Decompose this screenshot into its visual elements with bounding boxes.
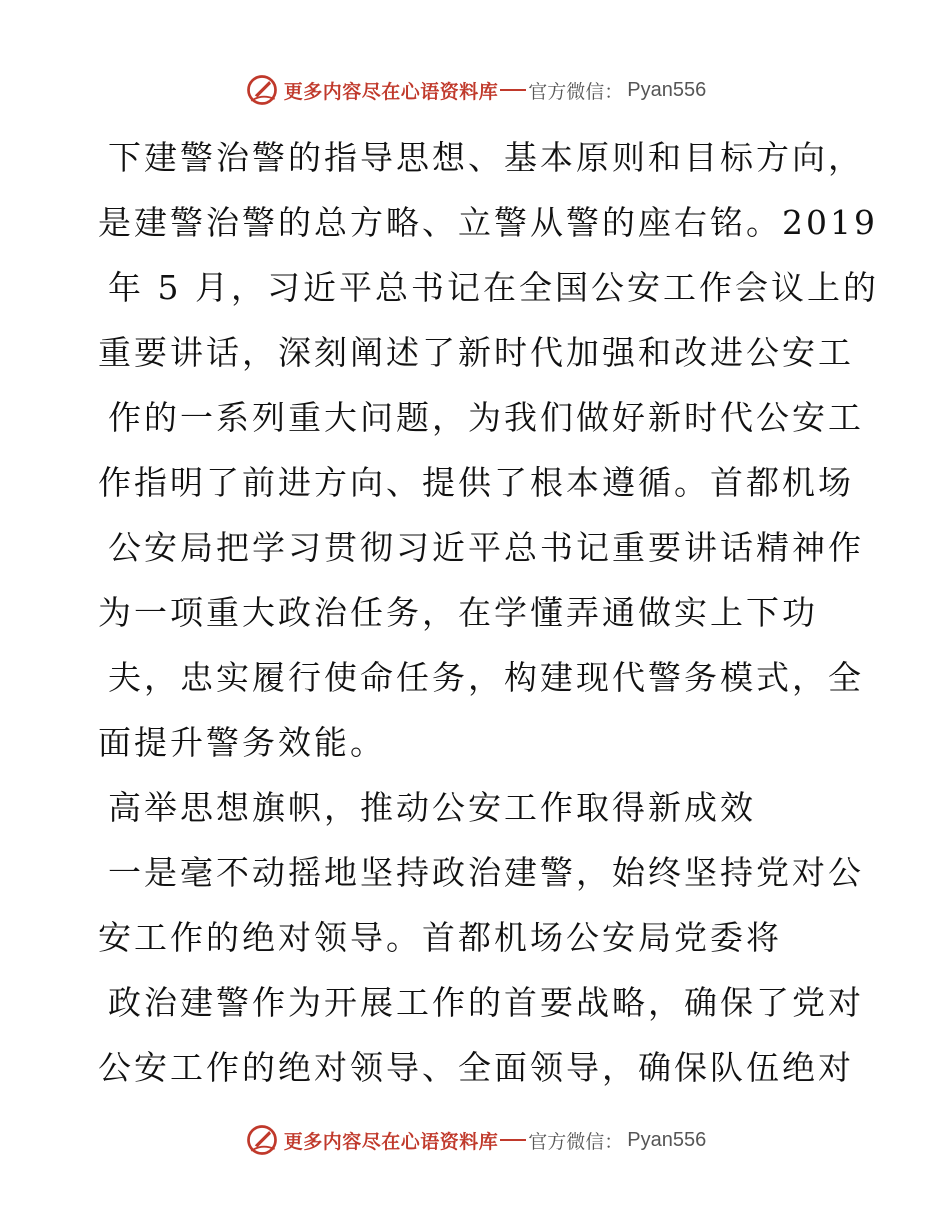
brand-logo-icon: [244, 1122, 280, 1158]
document-line: 夫，忠实履行使命任务，构建现代警务模式，全: [108, 658, 864, 697]
header-site-text: 更多内容尽在心语资料库: [283, 80, 499, 103]
document-line: 为一项重大政治任务，在学懂弄通做实上下功: [98, 593, 818, 632]
footer-site-text: 更多内容尽在心语资料库: [283, 1130, 499, 1153]
document-line: 年 5 月，习近平总书记在全国公安工作会议上的: [108, 268, 879, 307]
document-line: 下建警治警的指导思想、基本原则和目标方向，: [108, 138, 864, 177]
footer-divider-dash: [500, 1139, 526, 1141]
header-wechat-id: Pyan556: [627, 78, 707, 101]
header-watermark-banner: [0, 70, 950, 110]
document-line: 作的一系列重大问题，为我们做好新时代公安工: [108, 398, 864, 437]
document-line: 面提升警务效能。: [98, 723, 386, 762]
document-line: 公安工作的绝对领导、全面领导，确保队伍绝对: [98, 1048, 854, 1087]
document-line: 作指明了前进方向、提供了根本遵循。首都机场: [98, 463, 854, 502]
document-body: [98, 125, 879, 1100]
footer-official-label: 官方微信：: [528, 1130, 624, 1153]
brand-logo-icon: [244, 72, 280, 108]
section-heading: 高举思想旗帜，推动公安工作取得新成效: [108, 788, 756, 827]
footer-watermark-banner: [0, 1120, 950, 1160]
document-line: 公安局把学习贯彻习近平总书记重要讲话精神作: [108, 528, 864, 567]
document-line: 政治建警作为开展工作的首要战略，确保了党对: [108, 983, 864, 1022]
document-line: 重要讲话，深刻阐述了新时代加强和改进公安工: [98, 333, 854, 372]
header-official-label: 官方微信：: [528, 80, 624, 103]
footer-wechat-id: Pyan556: [627, 1128, 707, 1151]
document-line: 是建警治警的总方略、立警从警的座右铭。2019: [98, 203, 878, 242]
header-divider-dash: [500, 89, 526, 91]
document-line: 安工作的绝对领导。首都机场公安局党委将: [98, 918, 782, 957]
document-line: 一是毫不动摇地坚持政治建警，始终坚持党对公: [108, 853, 864, 892]
